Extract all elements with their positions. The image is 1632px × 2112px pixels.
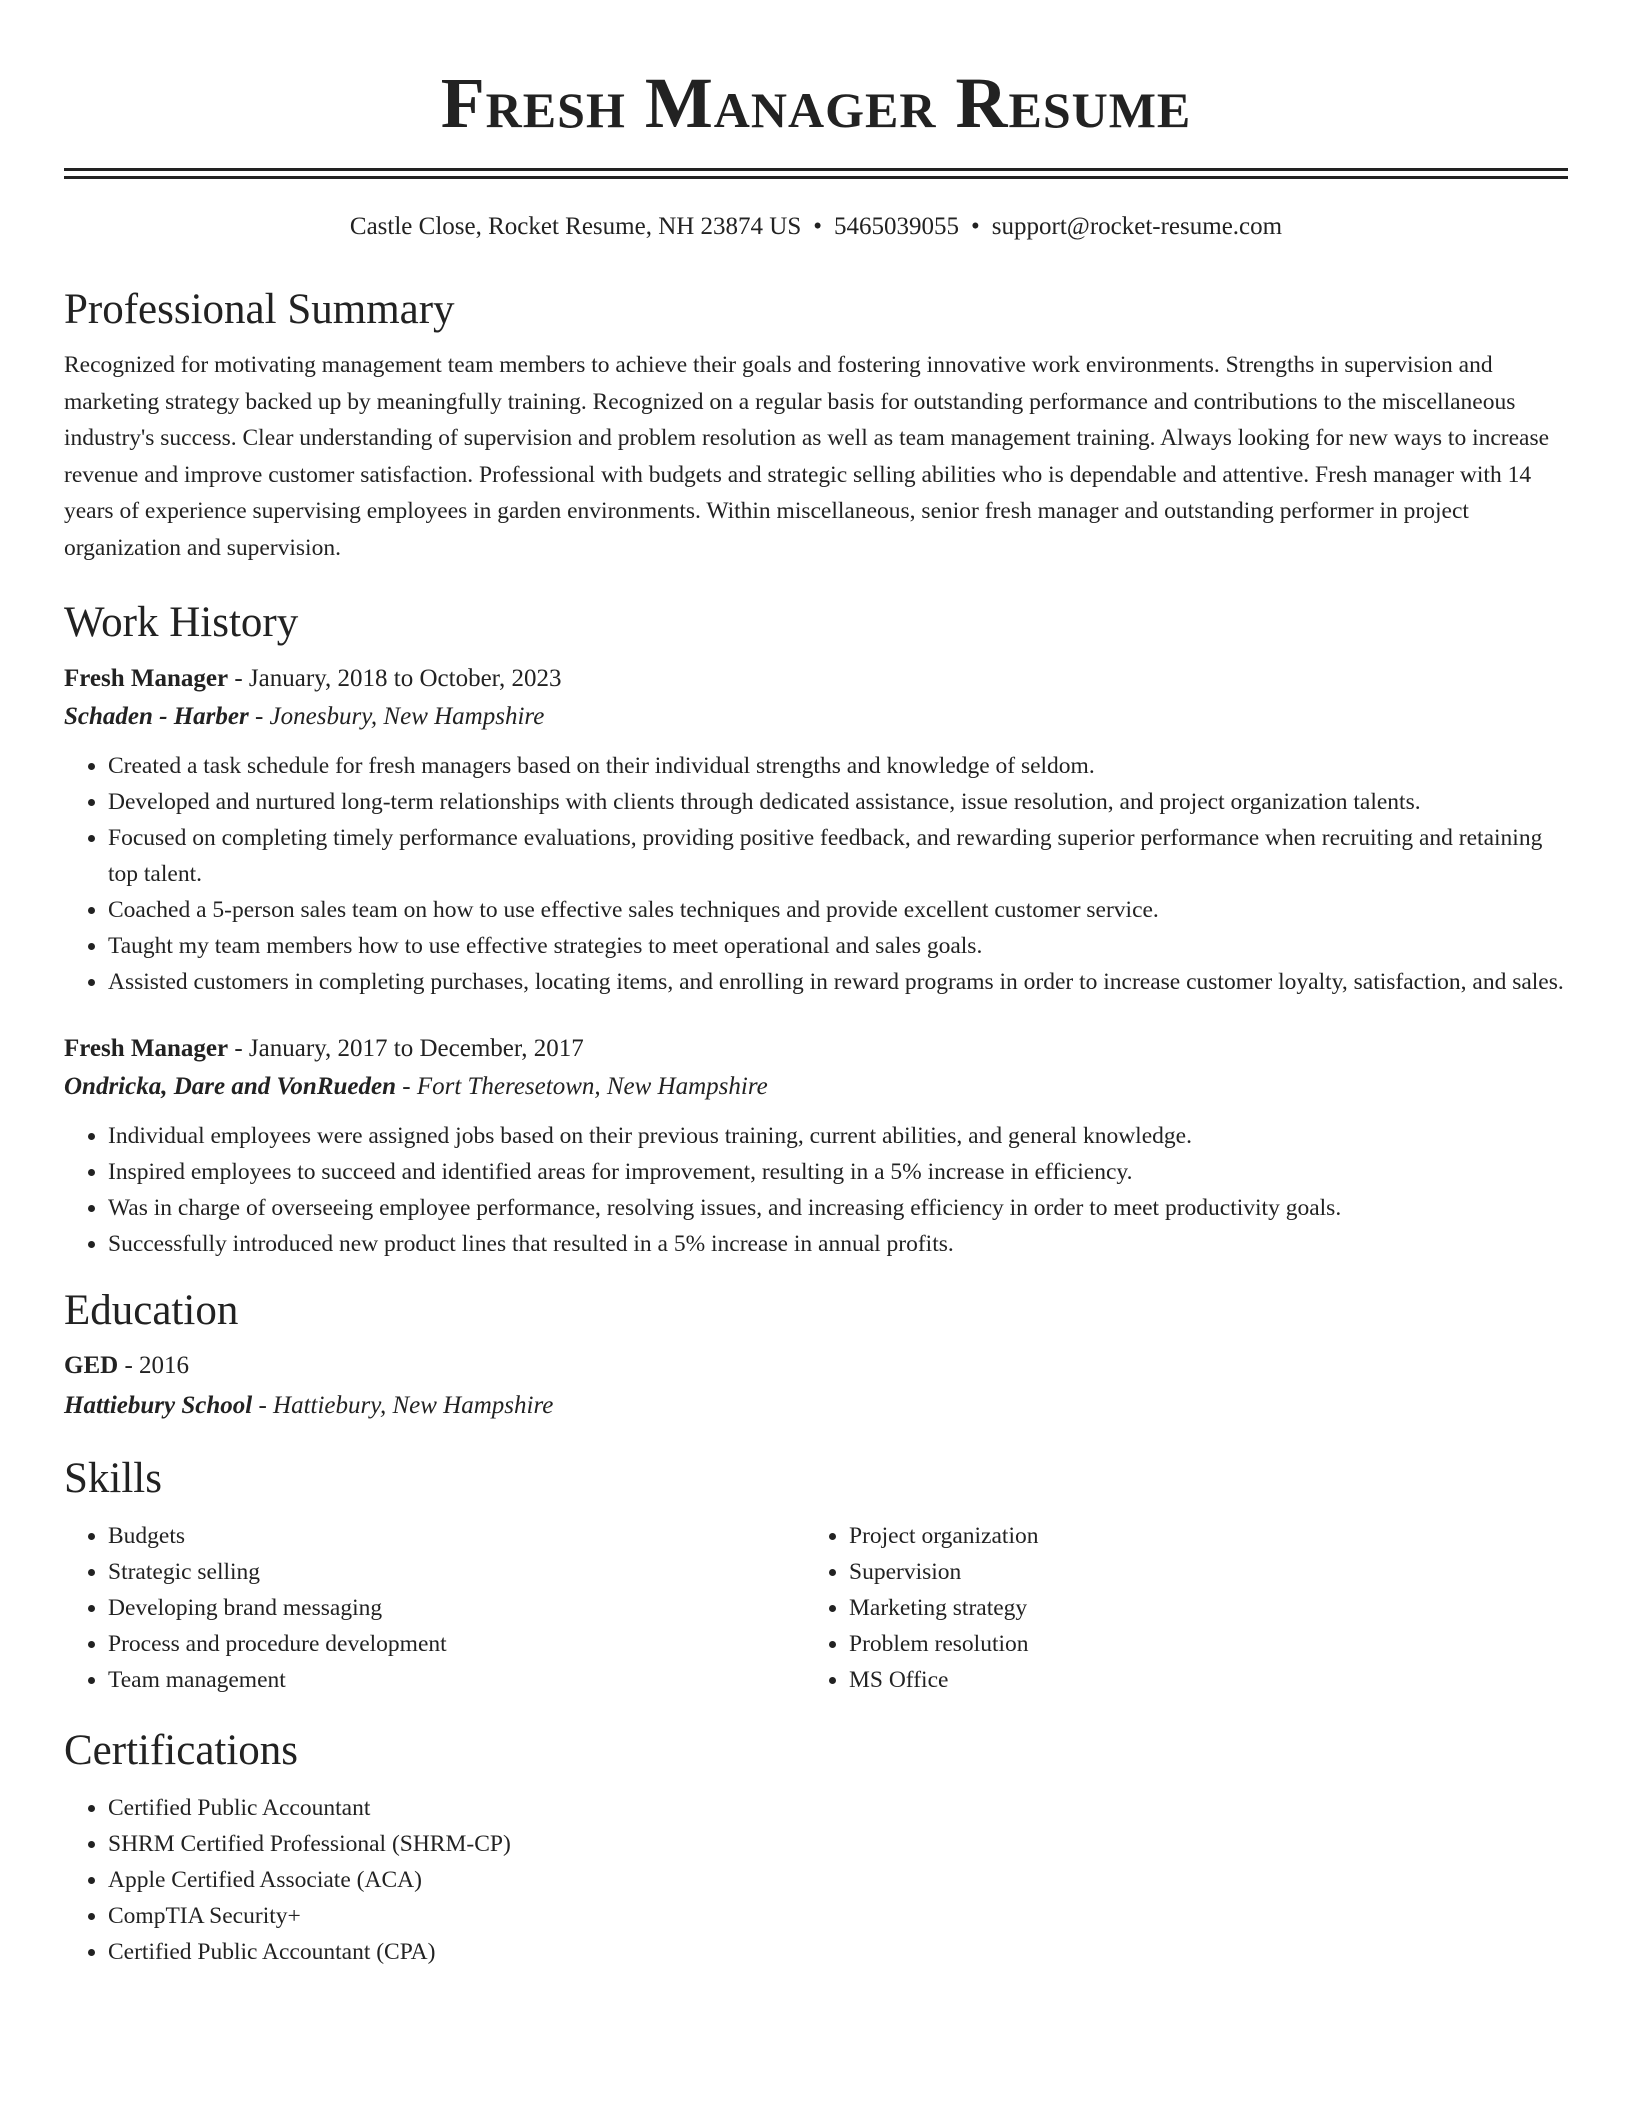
list-item: • SHRM Certified Professional (SHRM-CP)	[108, 1826, 1568, 1862]
job-title: Fresh Manager	[64, 1035, 229, 1062]
list-item: • Created a task schedule for fresh managers based on their individual strengths and knowledge of seldom.	[108, 748, 1568, 784]
list-item: • Individual employees were assigned jobs based on their previous training, current abilities, and general knowledge.	[108, 1118, 1568, 1154]
job-location: - Fort Theresetown, New Hampshire	[396, 1073, 768, 1100]
degree-year: - 2016	[118, 1352, 190, 1379]
list-item: • Developing brand messaging	[108, 1590, 805, 1626]
list-item: • Supervision	[849, 1554, 1546, 1590]
education-entry	[64, 1346, 1568, 1426]
certifications-list	[64, 1790, 1568, 1970]
contact-email: support@rocket-resume.com	[991, 213, 1283, 240]
certifications-section	[64, 1724, 1568, 1970]
job-company: Schaden - Harber	[64, 703, 249, 730]
list-item: • Process and procedure development	[108, 1626, 805, 1662]
list-item: • Marketing strategy	[849, 1590, 1546, 1626]
job-bullet-list	[64, 1118, 1568, 1262]
list-item: • Apple Certified Associate (ACA)	[108, 1862, 1568, 1898]
list-item: • MS Office	[849, 1662, 1546, 1698]
school-location: - Hattiebury, New Hampshire	[252, 1392, 554, 1419]
skills-heading: Skills	[64, 1455, 162, 1502]
contact-line	[64, 211, 1568, 243]
contact-phone: 5465039055	[834, 213, 960, 240]
job-title: Fresh Manager	[64, 665, 229, 692]
list-item: • Strategic selling	[108, 1554, 805, 1590]
list-item: • Inspired employees to succeed and identified areas for improvement, resulting in a 5% increase in efficiency.	[108, 1154, 1568, 1190]
certifications-heading: Certifications	[64, 1727, 299, 1774]
job-company-line	[64, 1068, 1568, 1106]
summary-section	[64, 283, 1568, 566]
education-heading: Education	[64, 1287, 239, 1334]
job-title-line	[64, 660, 1568, 698]
work-history-section	[64, 596, 1568, 1262]
list-item: • Coached a 5-person sales team on how to use effective sales techniques and provide excellent customer service.	[108, 892, 1568, 928]
skills-list-right	[805, 1518, 1546, 1698]
job-entry	[64, 660, 1568, 1000]
degree-line	[64, 1346, 1568, 1386]
job-title-line	[64, 1030, 1568, 1068]
job-dates: - January, 2017 to December, 2017	[228, 1035, 584, 1062]
job-dates: - January, 2018 to October, 2023	[228, 665, 562, 692]
list-item: • Successfully introduced new product lines that resulted in a 5% increase in annual profits.	[108, 1226, 1568, 1262]
list-item: • Certified Public Accountant (CPA)	[108, 1934, 1568, 1970]
list-item: • Team management	[108, 1662, 805, 1698]
list-item: • Developed and nurtured long-term relationships with clients through dedicated assistance, issue resolution, and project organization talents.	[108, 784, 1568, 820]
job-company-line	[64, 698, 1568, 736]
list-item: • Assisted customers in completing purchases, locating items, and enrolling in reward programs in order to increase customer loyalty, satisfaction, and sales.	[108, 964, 1568, 1000]
job-company: Ondricka, Dare and VonRueden	[64, 1073, 396, 1100]
list-item: • CompTIA Security+	[108, 1898, 1568, 1934]
list-item: • Budgets	[108, 1518, 805, 1554]
work-history-heading: Work History	[64, 599, 299, 646]
contact-address: Castle Close, Rocket Resume, NH 23874 US	[349, 213, 802, 240]
list-item: • Taught my team members how to use effective strategies to meet operational and sales goals.	[108, 928, 1568, 964]
skills-list-left	[64, 1518, 805, 1698]
skills-section	[64, 1452, 1568, 1698]
list-item: • Certified Public Accountant	[108, 1790, 1568, 1826]
contact-separator: •	[971, 213, 980, 240]
list-item: • Focused on completing timely performance evaluations, providing positive feedback, and rewarding superior performance when recruiting and retaining top talent.	[108, 820, 1568, 892]
degree: GED	[64, 1352, 119, 1379]
job-location: - Jonesbury, New Hampshire	[248, 703, 545, 730]
skills-grid	[64, 1518, 1568, 1698]
job-bullet-list	[64, 748, 1568, 1000]
summary-text: Recognized for motivating management team members to achieve their goals and fostering innovative work environments. Strengths in supervision and marketing strategy backed up by meaningfully training. Recognized on a regular basis for outstanding performance and contributions to the miscellaneous industry's success. Clear understanding of supervision and problem resolution as well as team management training. Always looking for new ways to increase revenue and improve customer satisfaction. Professional with budgets and strategic selling abilities who is dependable and attentive. Fresh manager with 14 years of experience supervising employees in garden environments. Within miscellaneous, senior fresh manager and outstanding performer in project organization and supervision.	[64, 352, 1550, 561]
list-item: • Was in charge of overseeing employee performance, resolving issues, and increasing efficiency in order to meet productivity goals.	[108, 1190, 1568, 1226]
job-entry	[64, 1030, 1568, 1262]
resume-title: Fresh Manager Resume	[440, 63, 1192, 143]
school-name: Hattiebury School	[64, 1392, 253, 1419]
list-item: • Project organization	[849, 1518, 1546, 1554]
contact-separator: •	[813, 213, 823, 240]
list-item: • Problem resolution	[849, 1626, 1546, 1662]
school-line	[64, 1386, 1568, 1426]
summary-heading: Professional Summary	[64, 286, 455, 333]
education-section	[64, 1284, 1568, 1426]
title-double-rule	[64, 168, 1568, 179]
